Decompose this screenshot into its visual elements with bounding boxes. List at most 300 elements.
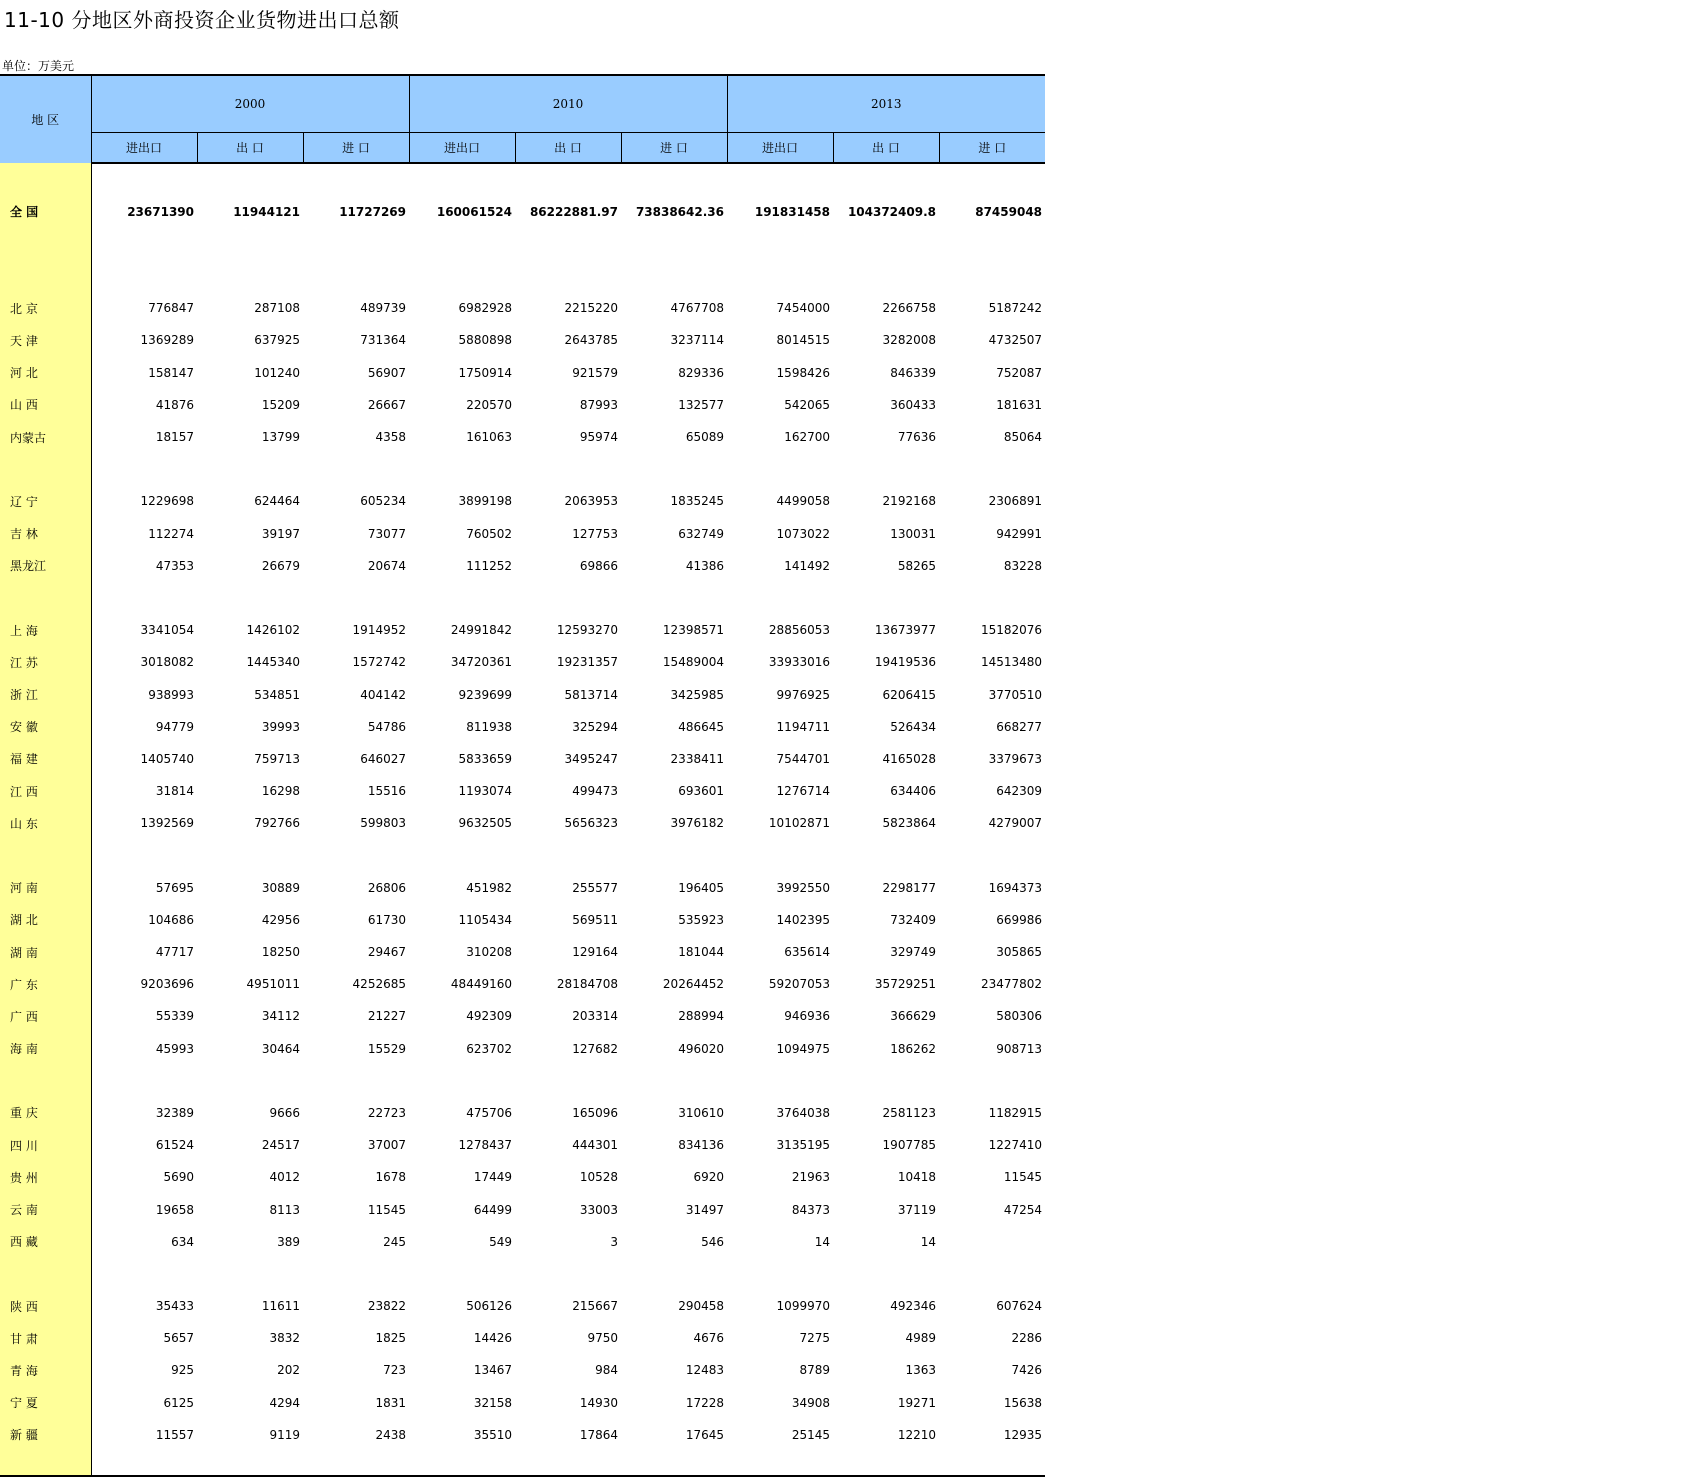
value-cell: 16298 (261, 784, 300, 799)
empty-cell (409, 1451, 515, 1476)
empty-cell (303, 839, 409, 871)
value-cell: 12483 (685, 1363, 724, 1378)
value-cell: 202 (277, 1363, 300, 1378)
table-row (0, 421, 1045, 453)
region-cell: 青 海 (0, 1354, 91, 1386)
value-cell: 1914952 (352, 623, 406, 638)
value-cell: 623702 (466, 1041, 512, 1056)
table-row (0, 936, 1045, 968)
value-cell: 811938 (466, 719, 512, 734)
empty-cell (197, 839, 303, 871)
region-header: 地 区 (0, 75, 91, 163)
table-row (0, 357, 1045, 389)
value-cell: 111252 (466, 558, 512, 573)
empty-cell (91, 839, 197, 871)
value-cell: 11727269 (339, 205, 406, 219)
value-cell (939, 1226, 1045, 1258)
table-row (0, 485, 1045, 517)
value-cell: 31814 (155, 784, 194, 799)
value-cell: 846339 (890, 365, 936, 380)
value-cell: 1193074 (458, 784, 512, 799)
value-cell: 451982 (466, 880, 512, 895)
value-cell: 2306891 (988, 494, 1043, 509)
value-cell: 30464 (261, 1041, 300, 1056)
value-cell: 3425985 (670, 687, 724, 702)
region-cell: 宁 夏 (0, 1387, 91, 1419)
value-cell: 2286 (1011, 1331, 1043, 1346)
value-cell: 59207053 (768, 977, 830, 992)
value-cell: 946936 (784, 1009, 830, 1024)
table-title: 11-10 分地区外商投资企业货物进出口总额 (4, 8, 400, 32)
value-cell: 191831458 (754, 205, 830, 219)
value-cell: 549 (489, 1234, 512, 1249)
value-cell: 752087 (996, 365, 1043, 380)
empty-cell (621, 1065, 727, 1097)
value-cell: 492309 (466, 1009, 512, 1024)
region-cell: 江 西 (0, 775, 91, 807)
empty-cell (303, 1451, 409, 1476)
value-cell: 635614 (784, 945, 830, 960)
value-cell: 95974 (579, 430, 618, 445)
value-cell: 161063 (466, 430, 512, 445)
value-cell: 3282008 (882, 333, 936, 348)
value-cell: 181631 (996, 397, 1043, 412)
value-cell: 55339 (155, 1009, 194, 1024)
empty-cell (939, 260, 1045, 292)
value-cell: 492346 (890, 1299, 936, 1314)
value-cell: 83228 (1003, 558, 1043, 573)
value-cell: 5656323 (564, 816, 618, 831)
empty-cell (409, 1065, 515, 1097)
empty-cell (939, 1451, 1045, 1476)
empty-cell (303, 453, 409, 485)
year-header: 2013 (727, 75, 1045, 133)
table-body (0, 163, 1045, 1476)
value-cell: 130031 (890, 526, 936, 541)
value-cell: 101240 (254, 365, 300, 380)
value-cell: 1276714 (776, 784, 830, 799)
table-row (0, 518, 1045, 550)
year-header: 2000 (91, 75, 409, 133)
region-cell: 全 国 (0, 163, 91, 260)
value-cell: 542065 (784, 397, 830, 412)
value-cell: 9976925 (776, 687, 830, 702)
value-cell: 1073022 (776, 526, 830, 541)
value-cell: 1831 (375, 1395, 406, 1410)
value-cell: 4279007 (988, 816, 1043, 831)
empty-cell (303, 582, 409, 614)
value-cell: 310610 (678, 1105, 724, 1120)
table-row (0, 775, 1045, 807)
value-cell: 35433 (155, 1299, 194, 1314)
value-cell: 47353 (155, 558, 194, 573)
empty-cell (515, 839, 621, 871)
table-row (0, 872, 1045, 904)
sub-header-total: 进出口 (409, 133, 515, 164)
table-row (0, 1290, 1045, 1322)
value-cell: 160061524 (436, 205, 512, 219)
value-cell: 12210 (897, 1427, 936, 1442)
value-cell: 13799 (261, 430, 300, 445)
sub-header-import: 进 口 (621, 133, 727, 164)
value-cell: 4358 (375, 430, 406, 445)
empty-cell (197, 1065, 303, 1097)
region-cell-empty (0, 1065, 91, 1097)
value-cell: 8789 (799, 1363, 830, 1378)
value-cell: 624464 (254, 494, 300, 509)
value-cell: 731364 (360, 333, 406, 348)
value-cell: 1194711 (776, 719, 830, 734)
value-cell: 4294 (269, 1395, 300, 1410)
value-cell: 496020 (678, 1041, 724, 1056)
table-row (0, 324, 1045, 356)
value-cell: 32389 (155, 1105, 194, 1120)
value-cell: 5880898 (458, 333, 512, 348)
sub-header-export: 出 口 (833, 133, 939, 164)
value-cell: 14 (814, 1234, 830, 1249)
region-cell: 重 庆 (0, 1097, 91, 1129)
value-cell: 534851 (254, 687, 300, 702)
table-row (0, 1354, 1045, 1386)
value-cell: 925 (171, 1363, 194, 1378)
region-cell: 辽 宁 (0, 485, 91, 517)
empty-cell (197, 582, 303, 614)
value-cell: 1405740 (140, 751, 194, 766)
value-cell: 984 (595, 1363, 618, 1378)
sub-header-export: 出 口 (515, 133, 621, 164)
table-row (0, 550, 1045, 582)
empty-cell (939, 582, 1045, 614)
region-cell: 新 疆 (0, 1419, 91, 1451)
value-cell: 792766 (254, 816, 300, 831)
value-cell: 28184708 (556, 977, 618, 992)
value-cell: 6982928 (458, 301, 512, 316)
empty-cell (409, 1258, 515, 1290)
empty-cell (197, 1258, 303, 1290)
table-row (0, 678, 1045, 710)
data-table (0, 74, 1045, 1477)
value-cell: 132577 (678, 397, 724, 412)
group-spacer (0, 839, 1045, 871)
region-cell: 山 东 (0, 807, 91, 839)
value-cell: 580306 (996, 1009, 1043, 1024)
unit-label: 单位：万美元 (2, 59, 75, 73)
empty-cell (727, 1258, 833, 1290)
value-cell: 3992550 (776, 880, 830, 895)
value-cell: 908713 (996, 1041, 1043, 1056)
empty-cell (303, 260, 409, 292)
empty-cell (515, 1451, 621, 1476)
value-cell: 33003 (579, 1202, 618, 1217)
group-spacer (0, 1065, 1045, 1097)
value-cell: 203314 (572, 1009, 618, 1024)
group-spacer (0, 260, 1045, 292)
value-cell: 4252685 (352, 977, 406, 992)
value-cell: 19658 (155, 1202, 194, 1217)
empty-cell (727, 1451, 833, 1476)
value-cell: 26806 (367, 880, 406, 895)
value-cell: 15489004 (662, 655, 724, 670)
empty-cell (833, 582, 939, 614)
table-row (0, 807, 1045, 839)
value-cell: 41386 (685, 558, 724, 573)
value-cell: 834136 (678, 1138, 724, 1153)
value-cell: 42956 (261, 912, 300, 927)
value-cell: 4732507 (988, 333, 1043, 348)
sub-header-export: 出 口 (197, 133, 303, 164)
value-cell: 18157 (155, 430, 194, 445)
value-cell: 127682 (572, 1041, 618, 1056)
region-cell-empty (0, 453, 91, 485)
value-cell: 1278437 (458, 1138, 512, 1153)
empty-cell (409, 260, 515, 292)
year-header: 2010 (409, 75, 727, 133)
value-cell: 5823864 (882, 816, 936, 831)
value-cell: 1402395 (776, 912, 830, 927)
value-cell: 181044 (678, 945, 724, 960)
value-cell: 65089 (685, 430, 724, 445)
value-cell: 14426 (473, 1331, 512, 1346)
empty-cell (727, 260, 833, 292)
region-cell: 广 西 (0, 1000, 91, 1032)
value-cell: 18250 (261, 945, 300, 960)
group-spacer (0, 453, 1045, 485)
value-cell: 39993 (261, 719, 300, 734)
value-cell: 2438 (375, 1427, 406, 1442)
table-row (0, 1419, 1045, 1451)
empty-cell (91, 582, 197, 614)
value-cell: 10418 (897, 1170, 936, 1185)
value-cell: 14930 (579, 1395, 618, 1410)
empty-cell (621, 453, 727, 485)
empty-cell (621, 1258, 727, 1290)
value-cell: 12593270 (556, 623, 618, 638)
empty-cell (91, 1065, 197, 1097)
value-cell: 9239699 (458, 687, 512, 702)
table-row (0, 1193, 1045, 1225)
region-cell: 浙 江 (0, 678, 91, 710)
value-cell: 444301 (572, 1138, 618, 1153)
empty-cell (91, 1451, 197, 1476)
value-cell: 56907 (367, 365, 406, 380)
sub-header-total: 进出口 (91, 133, 197, 164)
region-cell-empty (0, 260, 91, 292)
value-cell: 7275 (799, 1331, 830, 1346)
table-row (0, 292, 1045, 324)
value-cell: 366629 (890, 1009, 936, 1024)
value-cell: 94779 (155, 719, 194, 734)
value-cell: 325294 (572, 719, 618, 734)
value-cell: 1598426 (776, 365, 830, 380)
value-cell: 39197 (261, 526, 300, 541)
value-cell: 668277 (996, 719, 1043, 734)
value-cell: 404142 (360, 687, 406, 702)
value-cell: 1678 (375, 1170, 406, 1185)
region-cell-empty (0, 1258, 91, 1290)
value-cell: 129164 (572, 945, 618, 960)
table-row (0, 711, 1045, 743)
value-cell: 4165028 (882, 751, 936, 766)
value-cell: 158147 (148, 365, 194, 380)
value-cell: 3135195 (776, 1138, 830, 1153)
empty-cell (409, 839, 515, 871)
region-cell: 云 南 (0, 1193, 91, 1225)
empty-cell (515, 453, 621, 485)
value-cell: 607624 (996, 1299, 1043, 1314)
value-cell: 1835245 (670, 494, 724, 509)
value-cell: 599803 (360, 816, 406, 831)
value-cell: 8014515 (776, 333, 830, 348)
value-cell: 15182076 (980, 623, 1043, 638)
value-cell: 3976182 (670, 816, 724, 831)
table-row (0, 1000, 1045, 1032)
table-row (0, 614, 1045, 646)
value-cell: 255577 (572, 880, 618, 895)
value-cell: 220570 (466, 397, 512, 412)
empty-cell (197, 1451, 303, 1476)
value-cell: 2338411 (670, 751, 724, 766)
value-cell: 942991 (996, 526, 1043, 541)
value-cell: 196405 (678, 880, 724, 895)
value-cell: 19419536 (874, 655, 936, 670)
value-cell: 54786 (367, 719, 406, 734)
empty-cell (91, 260, 197, 292)
value-cell: 569511 (572, 912, 618, 927)
value-cell: 1907785 (882, 1138, 936, 1153)
value-cell: 3764038 (776, 1105, 830, 1120)
value-cell: 86222881.97 (529, 205, 618, 219)
value-cell: 526434 (890, 719, 936, 734)
empty-cell (409, 582, 515, 614)
value-cell: 632749 (678, 526, 724, 541)
empty-cell (515, 260, 621, 292)
value-cell: 3 (610, 1234, 618, 1249)
value-cell: 141492 (784, 558, 830, 573)
region-cell: 黑龙江 (0, 550, 91, 582)
region-cell: 陕 西 (0, 1290, 91, 1322)
empty-cell (303, 1065, 409, 1097)
value-cell: 127753 (572, 526, 618, 541)
value-cell: 546 (701, 1234, 724, 1249)
value-cell: 2266758 (882, 301, 936, 316)
value-cell: 10528 (579, 1170, 618, 1185)
value-cell: 8113 (269, 1202, 300, 1217)
empty-cell (939, 1065, 1045, 1097)
value-cell: 669986 (996, 912, 1043, 927)
region-cell-empty (0, 839, 91, 871)
empty-cell (833, 1451, 939, 1476)
value-cell: 14 (920, 1234, 936, 1249)
region-cell: 上 海 (0, 614, 91, 646)
value-cell: 1572742 (352, 655, 406, 670)
value-cell: 10102871 (768, 816, 830, 831)
value-cell: 5833659 (458, 751, 512, 766)
value-cell: 732409 (890, 912, 936, 927)
table-row (0, 1387, 1045, 1419)
value-cell: 499473 (572, 784, 618, 799)
value-cell: 26667 (367, 397, 406, 412)
value-cell: 1445340 (246, 655, 300, 670)
empty-cell (197, 260, 303, 292)
value-cell: 7544701 (776, 751, 830, 766)
value-cell: 535923 (678, 912, 724, 927)
value-cell: 506126 (466, 1299, 512, 1314)
empty-cell (91, 1258, 197, 1290)
value-cell: 489739 (360, 301, 406, 316)
value-cell: 3770510 (988, 687, 1043, 702)
value-cell: 6206415 (882, 687, 936, 702)
table-row (0, 743, 1045, 775)
value-cell: 310208 (466, 945, 512, 960)
value-cell: 637925 (254, 333, 300, 348)
empty-cell (621, 582, 727, 614)
value-cell: 5813714 (564, 687, 618, 702)
table-row (0, 904, 1045, 936)
table-row (0, 1033, 1045, 1065)
table-row (0, 1322, 1045, 1354)
value-cell: 1105434 (458, 912, 512, 927)
table-row (0, 1161, 1045, 1193)
value-cell: 24991842 (450, 623, 512, 638)
table-row (0, 646, 1045, 678)
empty-cell (939, 1258, 1045, 1290)
value-cell: 486645 (678, 719, 724, 734)
value-cell: 9666 (269, 1105, 300, 1120)
value-cell: 6125 (163, 1395, 194, 1410)
value-cell: 723 (383, 1363, 406, 1378)
table-bottom-border (0, 1451, 1045, 1476)
value-cell: 2298177 (882, 880, 936, 895)
value-cell: 5187242 (988, 301, 1043, 316)
region-cell: 四 川 (0, 1129, 91, 1161)
empty-cell (515, 1065, 621, 1097)
value-cell: 11557 (155, 1427, 194, 1442)
value-cell: 186262 (890, 1041, 936, 1056)
value-cell: 245 (383, 1234, 406, 1249)
empty-cell (303, 1258, 409, 1290)
value-cell: 1363 (905, 1363, 936, 1378)
empty-cell (515, 582, 621, 614)
value-cell: 37119 (897, 1202, 936, 1217)
value-cell: 4951011 (246, 977, 300, 992)
value-cell: 104372409.8 (847, 205, 936, 219)
value-cell: 21963 (791, 1170, 830, 1185)
value-cell: 7454000 (776, 301, 830, 316)
value-cell: 290458 (678, 1299, 724, 1314)
empty-cell (515, 1258, 621, 1290)
value-cell: 35729251 (874, 977, 936, 992)
value-cell: 31497 (685, 1202, 724, 1217)
value-cell: 1750914 (458, 365, 512, 380)
region-cell: 甘 肃 (0, 1322, 91, 1354)
value-cell: 17449 (473, 1170, 512, 1185)
value-cell: 7426 (1011, 1363, 1043, 1378)
value-cell: 776847 (148, 301, 194, 316)
value-cell: 73077 (367, 526, 406, 541)
region-cell: 广 东 (0, 968, 91, 1000)
sub-header-import: 进 口 (939, 133, 1045, 164)
value-cell: 829336 (678, 365, 724, 380)
value-cell: 17864 (579, 1427, 618, 1442)
table-row (0, 1226, 1045, 1258)
region-cell-empty (0, 1451, 91, 1476)
value-cell: 23822 (367, 1299, 406, 1314)
empty-cell (833, 1258, 939, 1290)
value-cell: 4499058 (776, 494, 830, 509)
region-cell: 北 京 (0, 292, 91, 324)
empty-cell (727, 582, 833, 614)
value-cell: 3832 (269, 1331, 300, 1346)
